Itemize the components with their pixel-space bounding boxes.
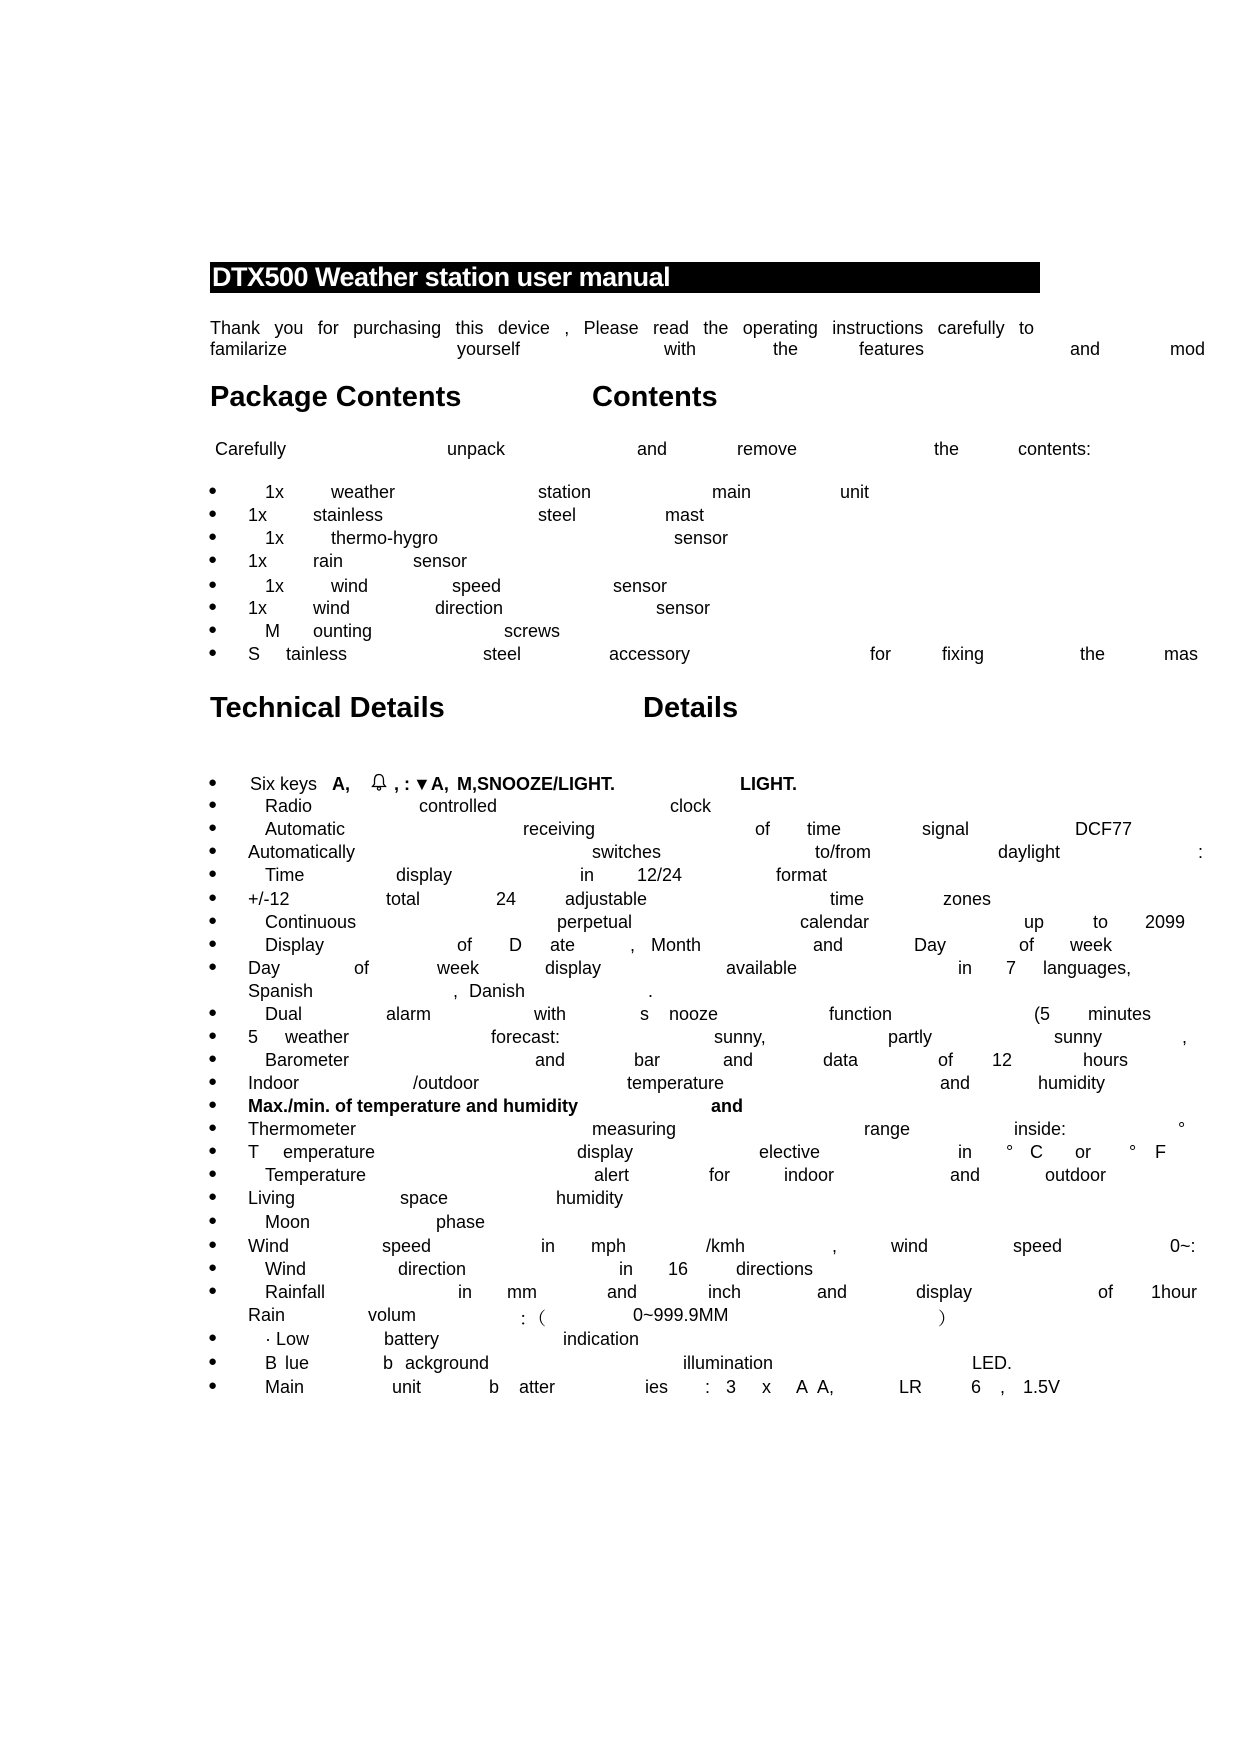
list-item-word: station <box>538 482 592 502</box>
list-item-word: Time <box>265 865 305 885</box>
list-item-word: 2099 <box>1145 912 1186 932</box>
list-item-word: 12 <box>992 1050 1013 1070</box>
list-bullet: ● <box>208 1236 218 1253</box>
list-item-word: data <box>823 1050 859 1070</box>
list-item-word: Day <box>248 958 281 978</box>
list-item-word: of <box>938 1050 954 1070</box>
list-item-word: to <box>1093 912 1109 932</box>
list-item-word: for <box>709 1165 731 1185</box>
intro-word: features <box>859 339 925 359</box>
list-item-word: , <box>1000 1377 1006 1397</box>
list-item-word: 1hour <box>1151 1282 1198 1302</box>
list-item-word: and <box>950 1165 981 1185</box>
list-item-word: and <box>723 1050 754 1070</box>
list-item-word: S <box>248 644 261 664</box>
list-item-word: /outdoor <box>413 1073 480 1093</box>
manual-title: DTX500 Weather station user manual <box>210 262 1040 293</box>
list-item-word: 24 <box>496 889 517 909</box>
list-item-word: Month <box>651 935 702 955</box>
intro-word: the <box>773 339 799 359</box>
keys-c: ▼A, <box>413 774 449 794</box>
keys-a: A, <box>332 774 350 794</box>
list-item-word: indication <box>563 1329 640 1349</box>
list-item-word: ° <box>1178 1119 1186 1139</box>
list-item-word: nooze <box>669 1004 719 1024</box>
list-item-word: space <box>400 1188 449 1208</box>
list-bullet: ● <box>208 1165 218 1182</box>
list-item-word: · Low <box>265 1329 310 1349</box>
list-item-word: and <box>711 1096 744 1116</box>
list-item-word: alarm <box>386 1004 432 1024</box>
list-item-word: in <box>958 958 973 978</box>
list-item-word: steel <box>483 644 522 664</box>
list-item-word: (5 <box>1034 1004 1051 1024</box>
list-item-word: steel <box>538 505 577 525</box>
list-item-word: alert <box>594 1165 630 1185</box>
list-item-word: sunny, <box>714 1027 766 1047</box>
list-item-word: Automatically <box>248 842 356 862</box>
list-bullet: ● <box>208 644 218 661</box>
list-bullet: ● <box>208 621 218 638</box>
list-item-word: of <box>1019 935 1035 955</box>
package-instruction <box>215 439 1115 461</box>
list-item-word: Day <box>914 935 947 955</box>
list-bullet: ● <box>208 889 218 906</box>
list-bullet: ● <box>208 1050 218 1067</box>
list-bullet: ● <box>208 1096 218 1113</box>
list-item-word: 0~999.9MM <box>633 1305 729 1325</box>
list-item-word: speed <box>382 1236 432 1256</box>
list-item-word: atter <box>519 1377 556 1397</box>
list-bullet: ● <box>208 774 218 791</box>
list-item-word: Display <box>265 935 325 955</box>
list-item-word: Main <box>265 1377 305 1397</box>
list-item-word: Automatic <box>265 819 346 839</box>
intro-word: mod <box>1170 339 1206 359</box>
list-item-word: ounting <box>313 621 373 641</box>
list-item-word: Max./min. of temperature and humidity <box>248 1096 579 1116</box>
list-item-word: , <box>832 1236 838 1256</box>
list-item-word: perpetual <box>557 912 633 932</box>
list-item-word: DCF77 <box>1075 819 1133 839</box>
list-item-word: hours <box>1083 1050 1129 1070</box>
list-item-word: Living <box>248 1188 296 1208</box>
list-item-word: 1x <box>265 576 285 596</box>
list-item-word: accessory <box>609 644 691 664</box>
instruction-word: remove <box>737 439 798 459</box>
list-item-word: ） <box>938 1309 956 1329</box>
list-item-word: , <box>453 981 459 1001</box>
list-item-word: tainless <box>286 644 348 664</box>
list-item-word: 1.5V <box>1023 1377 1061 1397</box>
list-item-word: receiving <box>523 819 596 839</box>
list-item-word: speed <box>1013 1236 1063 1256</box>
list-bullet: ● <box>208 505 218 522</box>
list-bullet: ● <box>208 528 218 545</box>
list-item-word: unit <box>392 1377 422 1397</box>
list-item-word: function <box>829 1004 893 1024</box>
list-item-word: s <box>640 1004 649 1024</box>
list-item-word: mast <box>665 505 705 525</box>
list-item-word: bar <box>634 1050 661 1070</box>
instruction-word: Carefully <box>215 439 287 459</box>
intro-word: yourself <box>457 339 521 359</box>
list-item-word: rain <box>313 551 344 571</box>
list-item-word: unit <box>840 482 870 502</box>
list-item-word: direction <box>435 598 504 618</box>
list-item-word: display <box>545 958 602 978</box>
list-item-word: ies <box>645 1377 669 1397</box>
keys-prefix: Six keys <box>250 774 318 794</box>
list-item-word: illumination <box>683 1353 774 1373</box>
list-item-word: and <box>607 1282 638 1302</box>
list-item-word: calendar <box>800 912 870 932</box>
list-item-word: C <box>1030 1142 1043 1162</box>
list-item-word: LED. <box>972 1353 1013 1373</box>
list-bullet: ● <box>208 1188 218 1205</box>
list-bullet: ● <box>208 1377 218 1394</box>
list-bullet: ● <box>208 1004 218 1021</box>
list-item-word: inch <box>708 1282 742 1302</box>
list-item-word: 1x <box>248 505 268 525</box>
list-item-word: daylight <box>998 842 1061 862</box>
list-bullet: ● <box>208 1282 218 1299</box>
alarm-bell-icon <box>371 772 387 793</box>
list-item-word: volum <box>368 1305 417 1325</box>
list-item-word: week <box>1070 935 1113 955</box>
list-item-word: range <box>864 1119 911 1139</box>
list-item-word: the <box>1080 644 1106 664</box>
list-item-word: signal <box>922 819 970 839</box>
list-item-word: mm <box>507 1282 537 1302</box>
list-item-word: Rain <box>248 1305 286 1325</box>
list-item-word: . <box>648 981 654 1001</box>
list-item-word: time <box>807 819 842 839</box>
list-item-word: directions <box>736 1259 814 1279</box>
list-item-word: elective <box>759 1142 821 1162</box>
list-item-word: and <box>535 1050 566 1070</box>
list-item-word: sensor <box>413 551 468 571</box>
list-item-word: sensor <box>656 598 711 618</box>
list-item-word: of <box>755 819 771 839</box>
list-item-word: thermo-hygro <box>331 528 439 548</box>
list-item-word: lue <box>285 1353 310 1373</box>
package-heading: Package Contents <box>210 381 462 413</box>
list-item-word: A, <box>817 1377 835 1397</box>
list-item-word: ° <box>1006 1142 1014 1162</box>
list-item-word: for <box>870 644 892 664</box>
list-item-word: b <box>383 1353 394 1373</box>
list-item-word: main <box>712 482 752 502</box>
list-item-word: display <box>577 1142 634 1162</box>
list-item-word: humidity <box>556 1188 624 1208</box>
list-item-word: fixing <box>942 644 985 664</box>
list-bullet: ● <box>208 1212 218 1229</box>
list-item-word: inside: <box>1014 1119 1067 1139</box>
list-item-word: screws <box>504 621 561 641</box>
list-item-word: Radio <box>265 796 313 816</box>
list-item-word: 1x <box>248 598 268 618</box>
list-item-word: week <box>437 958 480 978</box>
list-item-word: 7 <box>1006 958 1017 978</box>
list-item-word: 6 <box>971 1377 982 1397</box>
list-bullet: ● <box>208 1329 218 1346</box>
list-item-word: emperature <box>283 1142 376 1162</box>
list-item-word: switches <box>592 842 662 862</box>
list-item-word: Barometer <box>265 1050 350 1070</box>
list-item-word: of <box>457 935 473 955</box>
list-item-word: of <box>1098 1282 1114 1302</box>
instruction-word: unpack <box>447 439 506 459</box>
list-bullet: ● <box>208 1027 218 1044</box>
list-item-word: b <box>489 1377 500 1397</box>
list-item-word: indoor <box>784 1165 835 1185</box>
list-item-word: stainless <box>313 505 384 525</box>
list-item-word: Moon <box>265 1212 311 1232</box>
list-item-word: ate <box>550 935 576 955</box>
list-item-word: weather <box>331 482 396 502</box>
list-bullet: ● <box>208 935 218 952</box>
list-item-word: in <box>619 1259 634 1279</box>
list-bullet: ● <box>208 842 218 859</box>
list-item-word: clock <box>670 796 712 816</box>
list-item-word: direction <box>398 1259 467 1279</box>
list-item-word: T <box>248 1142 259 1162</box>
list-item-word: in <box>458 1282 473 1302</box>
list-bullet: ● <box>208 576 218 593</box>
list-bullet: ● <box>208 819 218 836</box>
list-bullet: ● <box>208 1353 218 1370</box>
list-item-word: Continuous <box>265 912 357 932</box>
list-item-word: D <box>509 935 522 955</box>
list-item-word: outdoor <box>1045 1165 1107 1185</box>
list-bullet: ● <box>208 796 218 813</box>
keys-d: M,SNOOZE/LIGHT. <box>457 774 616 794</box>
list-item-word: , <box>630 935 636 955</box>
list-bullet: ● <box>208 598 218 615</box>
list-item-word: format <box>776 865 828 885</box>
keys-b: , : <box>394 774 410 794</box>
list-item-word: mas <box>1164 644 1199 664</box>
list-item-word: phase <box>436 1212 486 1232</box>
list-item-word: up <box>1024 912 1045 932</box>
instruction-word: and <box>637 439 668 459</box>
list-item-word: Indoor <box>248 1073 300 1093</box>
list-item-word: 12/24 <box>637 865 683 885</box>
list-item-word: sensor <box>674 528 729 548</box>
list-bullet: ● <box>208 865 218 882</box>
list-item-word: 1x <box>265 528 285 548</box>
list-item-word: and <box>813 935 844 955</box>
list-item-word: zones <box>943 889 992 909</box>
list-item-word: 3 <box>726 1377 737 1397</box>
list-item-word: sensor <box>613 576 668 596</box>
list-item-word: 1x <box>248 551 268 571</box>
list-item-word: : <box>1198 842 1204 862</box>
list-item-word: adjustable <box>565 889 648 909</box>
list-item-word: speed <box>452 576 502 596</box>
intro-word: and <box>1070 339 1101 359</box>
list-item-word: Spanish <box>248 981 314 1001</box>
list-bullet: ● <box>208 1073 218 1090</box>
list-item-word: ：（ <box>519 1309 546 1329</box>
list-item-word: Wind <box>265 1259 307 1279</box>
list-item-word: of <box>354 958 370 978</box>
list-bullet: ● <box>208 551 218 568</box>
intro-line-1: Thank you for purchasing this device , Please read the operating instructions carefully to <box>210 318 1034 338</box>
list-item-word: with <box>534 1004 567 1024</box>
list-item-word: measuring <box>592 1119 677 1139</box>
list-bullet: ● <box>208 1142 218 1159</box>
list-item-word: B <box>265 1353 278 1373</box>
list-item-word: partly <box>888 1027 933 1047</box>
list-bullet: ● <box>208 912 218 929</box>
technical-heading-duplicate: Details <box>643 692 739 724</box>
list-item-word: : <box>705 1377 711 1397</box>
list-item-word: wind <box>313 598 351 618</box>
list-item-word: humidity <box>1038 1073 1106 1093</box>
list-item-word: 16 <box>668 1259 689 1279</box>
list-item-word: Wind <box>248 1236 290 1256</box>
list-item-word: Rainfall <box>265 1282 326 1302</box>
list-item-word: /kmh <box>706 1236 746 1256</box>
list-item-word: , <box>1182 1027 1188 1047</box>
list-item-word: 1x <box>265 482 285 502</box>
list-item-word: 5 <box>248 1027 259 1047</box>
list-item-word: ° <box>1129 1142 1137 1162</box>
list-item-word: Thermometer <box>248 1119 357 1139</box>
list-item-word: 0~: <box>1170 1236 1196 1256</box>
list-item-word: Danish <box>469 981 526 1001</box>
list-item-word: to/from <box>815 842 872 862</box>
list-item-word: display <box>396 865 453 885</box>
intro-word: with <box>664 339 697 359</box>
keys-e: LIGHT. <box>740 774 797 794</box>
list-item-word: display <box>916 1282 973 1302</box>
list-item-word: in <box>541 1236 556 1256</box>
list-item-word: sunny <box>1054 1027 1103 1047</box>
list-bullet: ● <box>208 482 218 499</box>
list-item-word: controlled <box>419 796 498 816</box>
list-item-word: A <box>796 1377 809 1397</box>
list-item-word: wind <box>331 576 369 596</box>
list-item-word: battery <box>384 1329 440 1349</box>
list-item-word: minutes <box>1088 1004 1152 1024</box>
list-item-word: or <box>1075 1142 1092 1162</box>
list-item-word: total <box>386 889 421 909</box>
list-item-word: ackground <box>405 1353 490 1373</box>
list-item-word: in <box>958 1142 973 1162</box>
list-item-word: temperature <box>627 1073 725 1093</box>
list-item-word: mph <box>591 1236 627 1256</box>
list-item-word: F <box>1155 1142 1166 1162</box>
list-item-word: x <box>762 1377 771 1397</box>
list-item-word: in <box>580 865 595 885</box>
technical-heading: Technical Details <box>210 692 445 724</box>
list-item-word: Dual <box>265 1004 303 1024</box>
list-item-word: weather <box>285 1027 350 1047</box>
list-item-word: and <box>940 1073 971 1093</box>
list-item-word: and <box>817 1282 848 1302</box>
list-item-word: Temperature <box>265 1165 367 1185</box>
list-item-word: available <box>726 958 798 978</box>
list-item-word: LR <box>899 1377 923 1397</box>
intro-word: familarize <box>210 339 288 359</box>
package-heading-duplicate: Contents <box>592 381 718 413</box>
list-item-word: +/-12 <box>248 889 290 909</box>
instruction-word: the <box>934 439 960 459</box>
list-bullet: ● <box>208 1119 218 1136</box>
list-item-word: forecast: <box>491 1027 561 1047</box>
list-item-word: wind <box>891 1236 929 1256</box>
list-bullet: ● <box>208 1259 218 1276</box>
list-item-word: M <box>265 621 280 641</box>
instruction-word: contents: <box>1018 439 1092 459</box>
list-item-word: languages, <box>1043 958 1132 978</box>
list-item-word: time <box>830 889 865 909</box>
list-bullet: ● <box>208 958 218 975</box>
